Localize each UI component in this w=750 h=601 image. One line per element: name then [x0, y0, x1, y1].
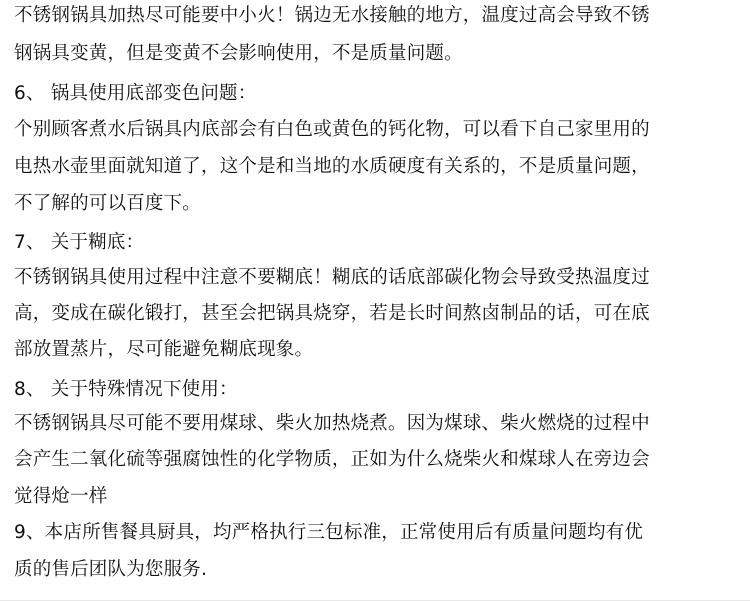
text-line: 质的售后团队为您服务. [14, 559, 208, 580]
text-line: 电热水壶里面就知道了，这个是和当地的水质硬度有关系的，不是质量问题， [14, 156, 650, 177]
text-line: 不锈钢锅具使用过程中注意不要糊底！糊底的话底部碳化物会导致受热温度过 [14, 267, 650, 288]
text-line: 不锈钢锅具加热尽可能要中小火！锅边无水接触的地方，温度过高会导致不锈 [14, 5, 650, 26]
text-line: 高，变成在碳化锻打，甚至会把锅具烧穿，若是长时间熬卤制品的话，可在底 [14, 303, 650, 324]
text-line: 会产生二氧化硫等强腐蚀性的化学物质，正如为什么烧柴火和煤球人在旁边会 [14, 449, 650, 470]
text-line: 不锈钢锅具尽可能不要用煤球、柴火加热烧煮。因为煤球、柴火燃烧的过程中 [14, 413, 650, 434]
section-heading-6: 6、 锅具使用底部变色问题： [14, 83, 257, 104]
section-heading-7: 7、 关于糊底： [14, 232, 145, 253]
section-heading-8: 8、 关于特殊情况下使用： [14, 379, 238, 400]
text-line: 个别顾客煮水后锅具内底部会有白色或黄色的钙化物，可以看下自己家里用的 [14, 119, 650, 140]
text-line: 部放置蒸片，尽可能避免糊底现象。 [14, 339, 314, 360]
text-line: 觉得炝一样 [14, 486, 108, 507]
text-line: 钢锅具变黄，但是变黄不会影响使用，不是质量问题。 [14, 43, 463, 64]
section-heading-9: 9、本店所售餐具厨具，均严格执行三包标准，正常使用后有质量问题均有优 [14, 522, 644, 543]
text-line: 不了解的可以百度下。 [14, 193, 202, 214]
